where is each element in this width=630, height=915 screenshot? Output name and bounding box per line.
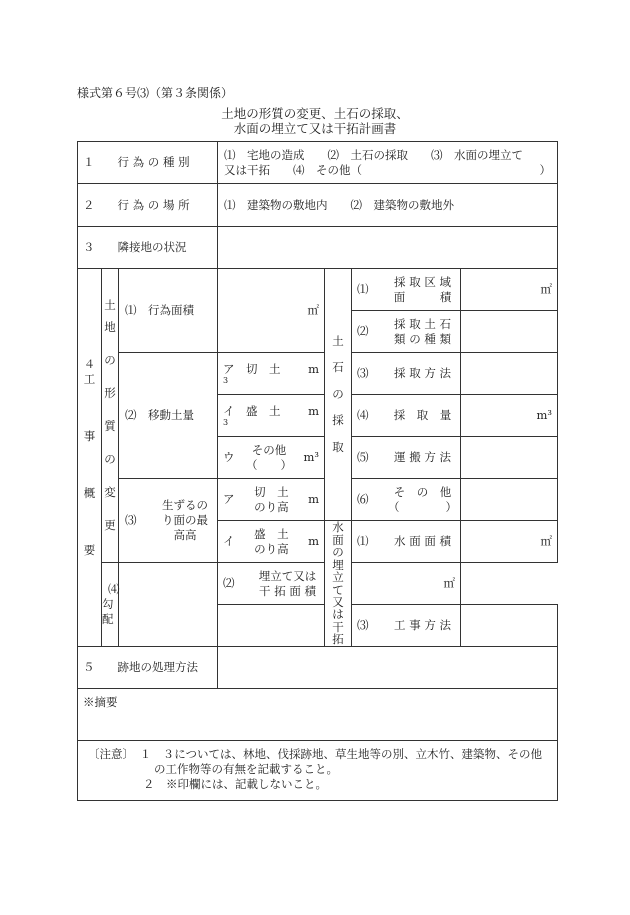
activity-type-other: 又は干拓 ⑷ その他（ <box>224 162 363 177</box>
row1-label-cell <box>78 142 218 184</box>
row1-label: １ 行 為 の 種 別 <box>83 155 190 169</box>
adjacent-land-status-field[interactable] <box>218 227 558 269</box>
row5-label-cell <box>78 647 218 689</box>
s5-number: ⑸ <box>357 450 369 464</box>
row2-label-cell <box>78 184 218 227</box>
form-title-line1: 土地の形質の変更、土石の採取、 <box>221 106 409 121</box>
notes-cell <box>78 741 558 801</box>
height-label: 生ずるの り面の最 高高 <box>162 498 209 542</box>
plan-form-table <box>77 141 558 801</box>
w1-label-cell <box>352 521 461 563</box>
extraction-area-field[interactable] <box>461 269 558 311</box>
s3-label-cell <box>352 353 461 395</box>
s2-label-cell <box>352 311 461 353</box>
reclaim-area-field[interactable] <box>352 563 461 605</box>
cut-volume-field[interactable] <box>218 353 325 395</box>
slope-height-label-cell <box>119 479 218 563</box>
land-alteration-label: 土 地 の 形 質 の 変 更 <box>102 269 119 563</box>
s1-unit: ㎡ <box>540 282 553 296</box>
w3-number: ⑶ <box>357 618 369 632</box>
area-unit: ㎡ <box>307 303 320 317</box>
s5-label-cell <box>352 437 461 479</box>
h-cut-label: 切 土 のり高 <box>254 484 289 514</box>
activity-type-other-close: ） <box>539 162 552 177</box>
form-number: 様式第６号⑶（第３条関係） <box>77 86 234 100</box>
s1-label-cell <box>352 269 461 311</box>
w1-unit: ㎡ <box>540 534 553 548</box>
row2-label: ２ 行 為 の 場 所 <box>83 197 190 212</box>
w1-number: ⑴ <box>357 534 369 548</box>
row2-value-cell[interactable] <box>218 184 558 227</box>
w3-label-cell <box>352 605 461 647</box>
other-volume-field[interactable] <box>218 437 325 479</box>
activity-type-options-line2 <box>224 163 551 178</box>
site-treatment-field[interactable] <box>218 647 558 689</box>
s4-label-cell <box>352 395 461 437</box>
h-cut-unit: m <box>308 492 320 506</box>
s2-label: 採 取 土 石 類 の 種 類 <box>394 316 452 346</box>
s4-number: ⑷ <box>357 408 369 422</box>
soil-extraction-label: 土 石 の 採 取 <box>325 269 352 521</box>
s5-label: 運 搬 方 法 <box>394 450 452 464</box>
extraction-method-field[interactable] <box>461 353 558 395</box>
work-outline-label: ４ 工 事 概 要 <box>78 269 102 647</box>
note-line1: 〔注意〕 １ ３については、林地、伐採跡地、草生地等の別、立木竹、建築物、その他 <box>88 747 543 761</box>
location-options: ⑴ 建築物の敷地内 ⑵ 建築物の敷地外 <box>224 197 455 212</box>
other-label: その他 （ ） <box>246 442 293 472</box>
row3-label-cell <box>78 227 218 269</box>
cut-label: ア 切 土 <box>223 362 281 376</box>
cut-unit-sup: 3 <box>223 376 229 385</box>
s3-label: 採 取 方 法 <box>394 366 452 380</box>
s2-number: ⑵ <box>357 324 369 338</box>
h-fill-label: 盛 土 のり高 <box>254 526 289 556</box>
h-fill-unit: m <box>308 534 320 548</box>
s4-label: 採 取 量 <box>393 408 452 422</box>
s6-number: ⑹ <box>357 492 369 506</box>
row1-value-cell[interactable] <box>218 142 558 184</box>
slope-label-cell <box>102 563 137 647</box>
height-number: ⑶ <box>125 513 137 527</box>
w2-label-cell <box>218 563 325 605</box>
fill-unit-sup: 3 <box>223 418 229 427</box>
extraction-other-field[interactable] <box>461 479 558 521</box>
fill-volume-field[interactable] <box>218 395 325 437</box>
row5-label: ５ 跡地の処理方法 <box>83 660 198 674</box>
area-field[interactable] <box>218 269 325 353</box>
transport-method-field[interactable] <box>461 437 558 479</box>
note-line2: の工作物等の有無を記載すること。 <box>154 762 338 776</box>
tochi-empty <box>218 605 325 647</box>
slope-label: ⑷ 勾 配 <box>102 582 137 626</box>
s6-label: そ の 他 （ ） <box>388 484 458 514</box>
water-area-field[interactable] <box>461 521 558 563</box>
s3-number: ⑶ <box>357 366 369 380</box>
w1-label: 水 面 面 積 <box>394 534 452 548</box>
form-title-line2: 水面の埋立て又は干拓計画書 <box>233 121 397 136</box>
h-fill-prefix: イ <box>223 534 235 548</box>
w2-label: 埋立て又は 干 拓 面 積 <box>258 568 317 598</box>
area-label: ⑴ 行為面積 <box>119 269 218 353</box>
s1-number: ⑴ <box>357 282 369 296</box>
cut-slope-height-field[interactable] <box>218 479 325 521</box>
extraction-material-field[interactable] <box>461 311 558 353</box>
fill-label: イ 盛 土 <box>223 404 281 418</box>
activity-type-options-line1: ⑴ 宅地の造成 ⑵ 土石の採取 ⑶ 水面の埋立て <box>224 147 524 162</box>
extraction-volume-field[interactable] <box>461 395 558 437</box>
other-prefix: ウ <box>223 450 235 464</box>
remarks-label: ※摘要 <box>83 695 118 709</box>
fill-unit: m <box>308 404 320 418</box>
w3-label: 工 事 方 法 <box>394 618 452 632</box>
s1-label: 採 取 区 域 面 積 <box>393 274 452 304</box>
row3-label: ３ 隣接地の状況 <box>83 240 187 254</box>
reclamation-label: 水 面 の 埋 立 て 又 は 干 拓 <box>325 521 352 647</box>
note-line3: ２ ※印欄には、記載しないこと。 <box>143 777 327 791</box>
other-unit: m³ <box>303 450 320 464</box>
construction-method-field[interactable] <box>461 605 558 647</box>
remarks-cell[interactable] <box>78 689 558 741</box>
cut-unit: m <box>308 362 320 376</box>
fill-slope-height-field[interactable] <box>218 521 325 563</box>
w2-unit: ㎡ <box>443 576 456 590</box>
soil-volume-label: ⑵ 移動土量 <box>119 353 218 479</box>
s6-label-cell <box>352 479 461 521</box>
s4-unit: m³ <box>536 408 553 422</box>
w2-number: ⑵ <box>223 576 235 590</box>
h-cut-prefix: ア <box>223 492 235 506</box>
